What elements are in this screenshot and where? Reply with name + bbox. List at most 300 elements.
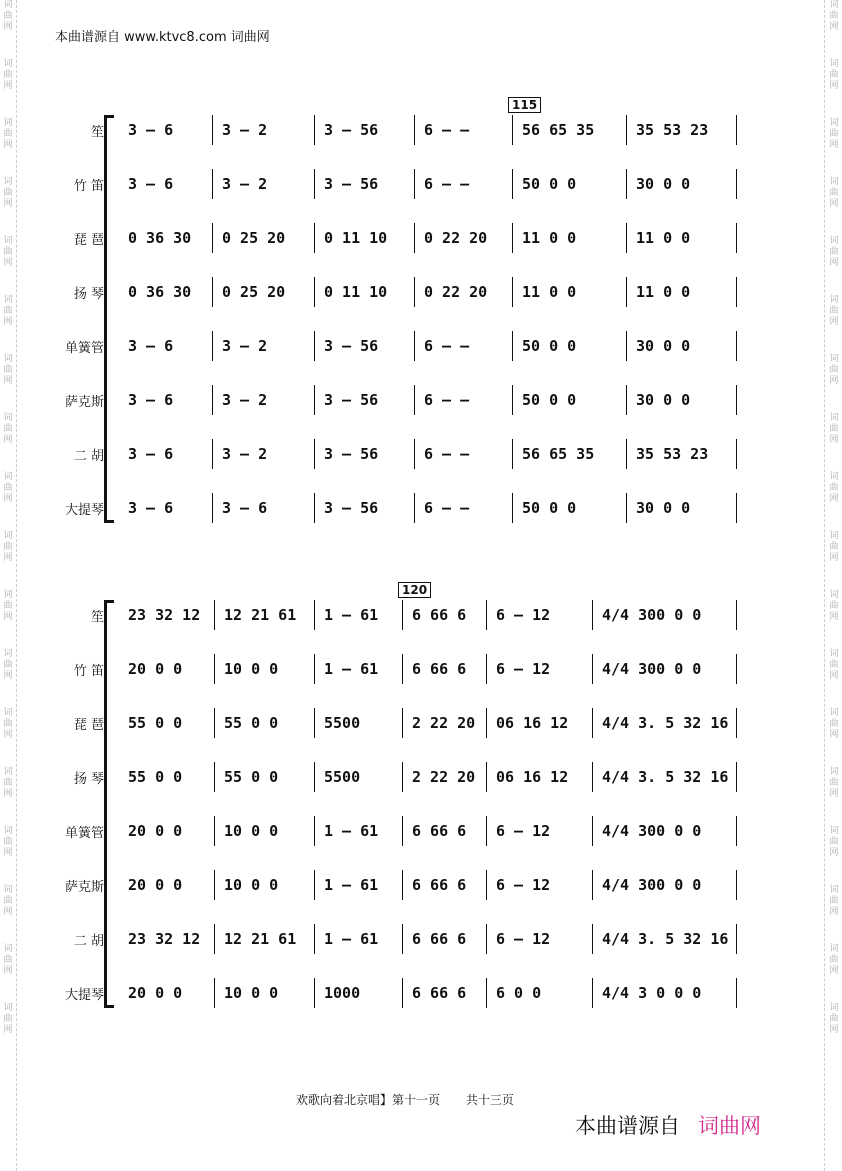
- barline: [736, 708, 737, 738]
- barline: [626, 223, 627, 253]
- watermark-char: 曲: [829, 129, 839, 139]
- watermark-char: 曲: [3, 896, 13, 906]
- barline: [414, 331, 415, 361]
- barline: [736, 277, 737, 307]
- barline: [214, 600, 215, 630]
- measure: 06 16 12: [496, 768, 569, 786]
- measure: 1 – 61: [324, 606, 379, 624]
- watermark-char: 词: [829, 531, 839, 541]
- watermark-char: 网: [3, 199, 13, 209]
- barline: [314, 169, 315, 199]
- instrument-label: 大提琴: [64, 988, 104, 1003]
- measure: 30 0 0: [636, 391, 691, 409]
- watermark-char: 词: [3, 944, 13, 954]
- barline: [212, 115, 213, 145]
- watermark-char: 曲: [3, 719, 13, 729]
- measure: 10 0 0: [224, 660, 279, 678]
- watermark-char: 曲: [829, 719, 839, 729]
- brand-name: 词曲网: [698, 1114, 761, 1138]
- measure: 55 0 0: [128, 768, 183, 786]
- watermark-char: 网: [3, 966, 13, 976]
- measure: 23 32 12: [128, 606, 201, 624]
- watermark-char: 曲: [829, 601, 839, 611]
- measure: 50 0 0: [522, 499, 577, 517]
- barline: [414, 169, 415, 199]
- barline: [314, 816, 315, 846]
- watermark-char: 词: [3, 59, 13, 69]
- watermark-char: 网: [829, 671, 839, 681]
- measure: 30 0 0: [636, 337, 691, 355]
- watermark-char: 词: [3, 767, 13, 777]
- watermark-char: 网: [829, 494, 839, 504]
- measure: 0 25 20: [222, 283, 286, 301]
- footer-title: 欢歌向着北京唱】第十一页: [296, 1093, 441, 1107]
- instrument-row: [0, 762, 842, 792]
- watermark-char: 网: [3, 730, 13, 740]
- barline: [486, 978, 487, 1008]
- measure: 3 – 56: [324, 445, 379, 463]
- measure: 0 22 20: [424, 283, 488, 301]
- barline: [212, 385, 213, 415]
- measure: 55 0 0: [128, 714, 183, 732]
- watermark-char: 词: [3, 826, 13, 836]
- watermark-char: 曲: [3, 601, 13, 611]
- measure: 2 22 20: [412, 714, 476, 732]
- watermark-char: 曲: [829, 306, 839, 316]
- watermark-char: 曲: [3, 188, 13, 198]
- measure: 1 – 61: [324, 822, 379, 840]
- measure: 6 66 6: [412, 876, 467, 894]
- barline: [626, 115, 627, 145]
- instrument-row: [0, 924, 842, 954]
- watermark-char: 词: [3, 236, 13, 246]
- instrument-label: 二 胡: [73, 449, 104, 464]
- watermark-char: 网: [829, 140, 839, 150]
- measure: 35 53 23: [636, 445, 709, 463]
- measure: 6 66 6: [412, 606, 467, 624]
- measure: 6 66 6: [412, 822, 467, 840]
- barline: [402, 924, 403, 954]
- instrument-label: 扬 琴: [73, 287, 104, 302]
- watermark-char: 网: [3, 789, 13, 799]
- barline: [314, 708, 315, 738]
- instrument-row: [0, 978, 842, 1008]
- watermark-char: 网: [3, 1025, 13, 1035]
- page-header: 本曲谱源自 www.ktvc8.com 词曲网: [55, 30, 270, 45]
- measure: 10 0 0: [224, 822, 279, 840]
- watermark-char: 词: [3, 1003, 13, 1013]
- watermark-char: 词: [829, 649, 839, 659]
- instrument-label: 琵 琶: [73, 233, 104, 248]
- watermark-char: 词: [3, 177, 13, 187]
- measure: 3 – 56: [324, 175, 379, 193]
- page-footer: [296, 1091, 520, 1108]
- instrument-label: 二 胡: [73, 934, 104, 949]
- barline: [214, 654, 215, 684]
- measure: 6 – –: [424, 391, 470, 409]
- barline: [402, 654, 403, 684]
- measure: 3 – 6: [128, 445, 174, 463]
- watermark-char: 词: [3, 118, 13, 128]
- watermark-char: 曲: [829, 247, 839, 257]
- watermark-char: 曲: [829, 11, 839, 21]
- watermark-char: 词: [829, 885, 839, 895]
- watermark-char: 词: [829, 590, 839, 600]
- measure: 6 0 0: [496, 984, 542, 1002]
- instrument-label: 笙: [90, 610, 104, 625]
- instrument-row: [0, 331, 842, 361]
- watermark-char: 曲: [829, 955, 839, 965]
- barline: [402, 816, 403, 846]
- instrument-label: 扬 琴: [73, 772, 104, 787]
- watermark-char: 词: [829, 413, 839, 423]
- barline: [414, 439, 415, 469]
- watermark-char: 网: [3, 317, 13, 327]
- barline: [512, 385, 513, 415]
- barline: [592, 816, 593, 846]
- watermark-char: 曲: [3, 424, 13, 434]
- watermark-char: 曲: [3, 365, 13, 375]
- watermark-char: 词: [3, 295, 13, 305]
- barline: [314, 115, 315, 145]
- measure: 3 – 56: [324, 121, 379, 139]
- footer-total: 共十三页: [465, 1093, 514, 1107]
- barline: [626, 169, 627, 199]
- watermark-char: 网: [3, 258, 13, 268]
- barline: [486, 600, 487, 630]
- barline: [314, 385, 315, 415]
- barline: [736, 169, 737, 199]
- barline: [736, 924, 737, 954]
- barline: [592, 654, 593, 684]
- watermark-char: 词: [829, 177, 839, 187]
- barline: [214, 816, 215, 846]
- watermark-char: 词: [3, 708, 13, 718]
- barline: [314, 870, 315, 900]
- measure: 3 – 2: [222, 175, 268, 193]
- watermark-char: 网: [829, 22, 839, 32]
- watermark-char: 曲: [829, 896, 839, 906]
- measure: 6 – –: [424, 337, 470, 355]
- measure: 4/4 300 0 0: [602, 660, 702, 678]
- measure: 5500: [324, 714, 361, 732]
- measure: 11 0 0: [636, 283, 691, 301]
- barline: [314, 331, 315, 361]
- measure: 3 – 56: [324, 499, 379, 517]
- measure: 6 – 12: [496, 660, 551, 678]
- measure: 6 – –: [424, 175, 470, 193]
- barline: [314, 439, 315, 469]
- watermark-char: 曲: [3, 483, 13, 493]
- measure: 6 – 12: [496, 822, 551, 840]
- measure: 0 22 20: [424, 229, 488, 247]
- barline: [736, 493, 737, 523]
- barline: [402, 762, 403, 792]
- watermark-char: 曲: [3, 1014, 13, 1024]
- measure: 3 – 2: [222, 337, 268, 355]
- measure: 2 22 20: [412, 768, 476, 786]
- barline: [512, 223, 513, 253]
- instrument-row: [0, 277, 842, 307]
- watermark-char: 曲: [3, 11, 13, 21]
- barline: [592, 762, 593, 792]
- measure: 12 21 61: [224, 606, 297, 624]
- barline: [314, 493, 315, 523]
- measure: 6 – 12: [496, 930, 551, 948]
- barline: [486, 816, 487, 846]
- watermark-char: 词: [3, 885, 13, 895]
- measure: 1 – 61: [324, 660, 379, 678]
- measure: 0 11 10: [324, 229, 388, 247]
- measure: 3 – 6: [128, 337, 174, 355]
- barline: [314, 277, 315, 307]
- instrument-row: [0, 115, 842, 145]
- measure: 56 65 35: [522, 445, 595, 463]
- measure: 11 0 0: [522, 229, 577, 247]
- measure: 6 – 12: [496, 606, 551, 624]
- watermark-char: 曲: [829, 483, 839, 493]
- watermark-char: 曲: [829, 778, 839, 788]
- barline: [486, 870, 487, 900]
- measure: 10 0 0: [224, 984, 279, 1002]
- watermark-char: 曲: [829, 70, 839, 80]
- measure: 4/4 3 0 0 0: [602, 984, 702, 1002]
- instrument-row: [0, 708, 842, 738]
- instrument-label: 萨克斯: [64, 880, 104, 895]
- brand-banner: [575, 1110, 761, 1140]
- barline: [736, 978, 737, 1008]
- measure: 12 21 61: [224, 930, 297, 948]
- barline: [414, 493, 415, 523]
- watermark-char: 曲: [829, 365, 839, 375]
- watermark-char: 词: [829, 0, 839, 10]
- measure: 6 – –: [424, 121, 470, 139]
- measure: 6 66 6: [412, 930, 467, 948]
- barline: [592, 978, 593, 1008]
- barline: [592, 708, 593, 738]
- barline: [212, 277, 213, 307]
- barline: [214, 870, 215, 900]
- instrument-label: 笙: [90, 125, 104, 140]
- measure: 0 36 30: [128, 229, 192, 247]
- measure: 6 – –: [424, 499, 470, 517]
- watermark-char: 词: [829, 59, 839, 69]
- measure: 10 0 0: [224, 876, 279, 894]
- barline: [214, 708, 215, 738]
- rehearsal-mark: 115: [508, 97, 541, 113]
- measure: 11 0 0: [522, 283, 577, 301]
- measure: 50 0 0: [522, 391, 577, 409]
- measure: 20 0 0: [128, 822, 183, 840]
- barline: [626, 277, 627, 307]
- watermark-char: 曲: [829, 424, 839, 434]
- measure: 3 – 2: [222, 445, 268, 463]
- watermark-char: 词: [3, 590, 13, 600]
- barline: [736, 654, 737, 684]
- measure: 6 – 12: [496, 876, 551, 894]
- brand-prefix: 本曲谱源自: [575, 1114, 680, 1138]
- instrument-row: [0, 169, 842, 199]
- watermark-char: 曲: [829, 542, 839, 552]
- barline: [314, 978, 315, 1008]
- watermark-char: 曲: [3, 778, 13, 788]
- barline: [736, 870, 737, 900]
- barline: [626, 331, 627, 361]
- instrument-label: 大提琴: [64, 503, 104, 518]
- barline: [314, 762, 315, 792]
- barline: [736, 816, 737, 846]
- measure: 0 36 30: [128, 283, 192, 301]
- barline: [512, 115, 513, 145]
- watermark-char: 词: [829, 1003, 839, 1013]
- watermark-char: 网: [829, 553, 839, 563]
- measure: 35 53 23: [636, 121, 709, 139]
- measure: 4/4 300 0 0: [602, 822, 702, 840]
- barline: [314, 600, 315, 630]
- measure: 55 0 0: [224, 768, 279, 786]
- watermark-char: 网: [3, 376, 13, 386]
- watermark-char: 曲: [829, 188, 839, 198]
- measure: 11 0 0: [636, 229, 691, 247]
- watermark-char: 词: [3, 0, 13, 10]
- barline: [486, 762, 487, 792]
- watermark-char: 网: [3, 671, 13, 681]
- watermark-char: 曲: [829, 1014, 839, 1024]
- measure: 3 – 6: [128, 121, 174, 139]
- measure: 0 25 20: [222, 229, 286, 247]
- measure: 3 – 2: [222, 121, 268, 139]
- instrument-row: [0, 385, 842, 415]
- instrument-label: 竹 笛: [73, 179, 104, 194]
- measure: 3 – 6: [128, 175, 174, 193]
- watermark-char: 词: [829, 826, 839, 836]
- barline: [512, 169, 513, 199]
- watermark-char: 网: [3, 494, 13, 504]
- barline: [314, 223, 315, 253]
- barline: [314, 654, 315, 684]
- measure: 3 – 56: [324, 391, 379, 409]
- barline: [736, 223, 737, 253]
- barline: [402, 600, 403, 630]
- barline: [402, 870, 403, 900]
- barline: [212, 493, 213, 523]
- instrument-row: [0, 654, 842, 684]
- watermark-char: 网: [829, 907, 839, 917]
- watermark-char: 曲: [3, 660, 13, 670]
- barline: [486, 924, 487, 954]
- instrument-row: [0, 493, 842, 523]
- watermark-char: 曲: [3, 542, 13, 552]
- watermark-char: 曲: [3, 306, 13, 316]
- measure: 3 – 6: [222, 499, 268, 517]
- barline: [214, 924, 215, 954]
- rehearsal-mark: 120: [398, 582, 431, 598]
- watermark-char: 词: [829, 944, 839, 954]
- watermark-char: 网: [829, 199, 839, 209]
- barline: [512, 277, 513, 307]
- watermark-char: 网: [3, 612, 13, 622]
- watermark-char: 网: [829, 612, 839, 622]
- barline: [626, 439, 627, 469]
- measure: 56 65 35: [522, 121, 595, 139]
- barline: [214, 762, 215, 792]
- watermark-char: 网: [829, 730, 839, 740]
- watermark-char: 词: [829, 767, 839, 777]
- watermark-char: 词: [829, 118, 839, 128]
- instrument-row: [0, 870, 842, 900]
- barline: [512, 439, 513, 469]
- barline: [414, 223, 415, 253]
- barline: [736, 600, 737, 630]
- instrument-row: [0, 223, 842, 253]
- barline: [414, 115, 415, 145]
- barline: [736, 439, 737, 469]
- barline: [626, 493, 627, 523]
- watermark-char: 网: [3, 848, 13, 858]
- barline: [736, 385, 737, 415]
- watermark-char: 网: [829, 789, 839, 799]
- barline: [512, 493, 513, 523]
- measure: 3 – 56: [324, 337, 379, 355]
- watermark-char: 词: [3, 472, 13, 482]
- measure: 4/4 3. 5 32 16: [602, 930, 729, 948]
- watermark-char: 网: [829, 966, 839, 976]
- measure: 23 32 12: [128, 930, 201, 948]
- measure: 30 0 0: [636, 175, 691, 193]
- instrument-label: 萨克斯: [64, 395, 104, 410]
- measure: 5500: [324, 768, 361, 786]
- measure: 6 – –: [424, 445, 470, 463]
- measure: 20 0 0: [128, 660, 183, 678]
- barline: [212, 439, 213, 469]
- watermark-char: 词: [829, 354, 839, 364]
- instrument-label: 单簧管: [64, 341, 104, 356]
- watermark-char: 网: [3, 907, 13, 917]
- barline: [626, 385, 627, 415]
- measure: 3 – 2: [222, 391, 268, 409]
- watermark-char: 词: [3, 531, 13, 541]
- watermark-char: 网: [829, 81, 839, 91]
- watermark-char: 网: [3, 81, 13, 91]
- barline: [402, 978, 403, 1008]
- watermark-char: 词: [829, 295, 839, 305]
- measure: 6 66 6: [412, 660, 467, 678]
- measure: 50 0 0: [522, 175, 577, 193]
- watermark-char: 词: [829, 472, 839, 482]
- measure: 0 11 10: [324, 283, 388, 301]
- instrument-row: [0, 816, 842, 846]
- measure: 1 – 61: [324, 930, 379, 948]
- measure: 4/4 300 0 0: [602, 876, 702, 894]
- barline: [314, 924, 315, 954]
- barline: [736, 762, 737, 792]
- measure: 50 0 0: [522, 337, 577, 355]
- measure: 3 – 6: [128, 391, 174, 409]
- instrument-label: 琵 琶: [73, 718, 104, 733]
- watermark-char: 曲: [829, 837, 839, 847]
- watermark-char: 网: [829, 317, 839, 327]
- barline: [212, 223, 213, 253]
- watermark-char: 网: [3, 553, 13, 563]
- watermark-char: 网: [3, 435, 13, 445]
- barline: [214, 978, 215, 1008]
- instrument-row: [0, 439, 842, 469]
- instrument-label: 单簧管: [64, 826, 104, 841]
- measure: 1 – 61: [324, 876, 379, 894]
- barline: [736, 115, 737, 145]
- barline: [402, 708, 403, 738]
- watermark-char: 曲: [829, 660, 839, 670]
